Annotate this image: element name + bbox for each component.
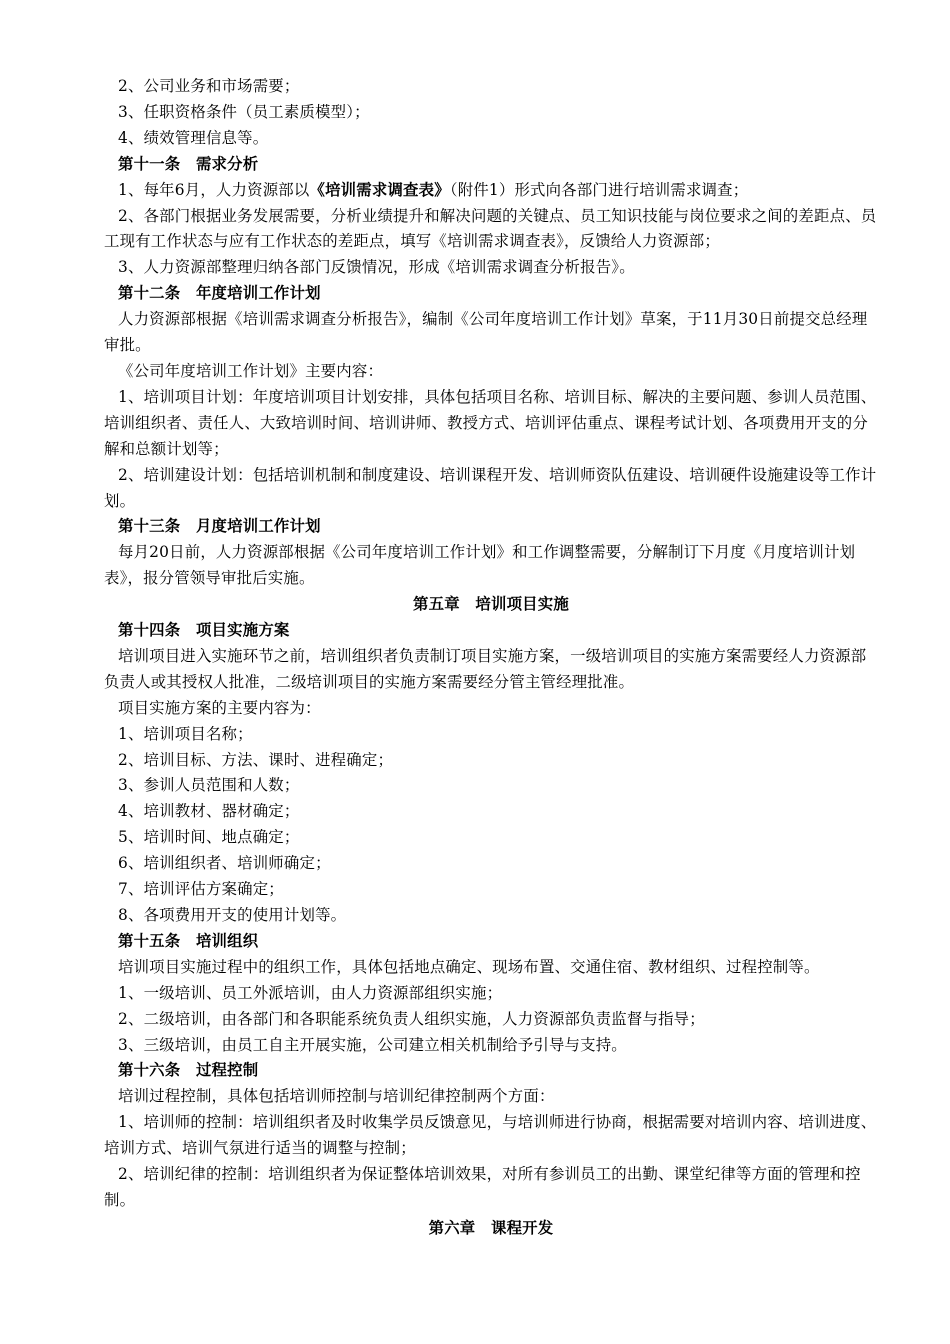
paragraph: 人力资源部根据《培训需求调查分析报告》，编制《公司年度培训工作计划》草案，于11月30日前提交总经理审批。 (104, 310, 868, 355)
list-item: 3、任职资格条件（员工素质模型）； (118, 102, 370, 121)
bold-form-title: 《培训需求调查表》 (309, 180, 450, 199)
paragraph: 项目实施方案的主要内容为： (118, 698, 321, 717)
chapter-heading-5: 第五章 培训项目实施 (413, 595, 569, 614)
chapter-heading-6: 第六章 课程开发 (428, 1218, 554, 1237)
list-item: 2、二级培训，由各部门和各职能系统负责人组织实施，人力资源部负责监督与指导； (118, 1009, 705, 1028)
list-item: 1、培训项目名称； (118, 724, 253, 743)
list-item: 1、一级培训、员工外派培训，由人力资源部组织实施； (118, 983, 503, 1002)
list-item: 3、三级培训，由员工自主开展实施，公司建立相关机制给予引导与支持。 (118, 1035, 627, 1054)
paragraph: 培训项目实施过程中的组织工作，具体包括地点确定、现场布置、交通住宿、教材组织、过程控制等。 (118, 957, 820, 976)
list-item: 4、绩效管理信息等。 (118, 128, 269, 147)
article-heading-14: 第十四条 项目实施方案 (118, 621, 290, 640)
paragraph (104, 178, 878, 204)
list-item: 3、参训人员范围和人数； (118, 776, 300, 795)
article-heading-11: 第十一条 需求分析 (118, 154, 259, 173)
article-heading-13: 第十三条 月度培训工作计划 (118, 517, 321, 536)
text-run: 1、每年6月，人力资源部以 (118, 180, 310, 199)
paragraph: 3、人力资源部整理归纳各部门反馈情况，形成《培训需求调查分析报告》。 (118, 258, 635, 277)
article-heading-12: 第十二条 年度培训工作计划 (118, 284, 321, 303)
text-run: （附件1）形式向各部门进行培训需求调查； (449, 180, 749, 199)
paragraph: 1、培训项目计划：年度培训项目计划安排，具体包括项目名称、培训目标、解决的主要问题、参训人员范围、培训组织者、责任人、大致培训时间、培训讲师、教授方式、培训评估重点、课程考试计划、各项费用开支的分解和总额计划等； (104, 387, 877, 458)
list-item: 4、培训教材、器材确定； (118, 802, 300, 821)
list-item: 5、培训时间、地点确定； (118, 828, 300, 847)
list-item: 7、培训评估方案确定； (118, 880, 284, 899)
list-item: 8、各项费用开支的使用计划等。 (118, 906, 347, 924)
article-heading-15: 第十五条 培训组织 (118, 931, 259, 950)
paragraph: 2、各部门根据业务发展需要，分析业绩提升和解决问题的关键点、员工知识技能与岗位要求之间的差距点、员工现有工作状态与应有工作状态的差距点，填写《培训需求调查表》，反馈给人力资源部； (104, 206, 877, 251)
paragraph: 《公司年度培训工作计划》主要内容： (118, 361, 384, 380)
paragraph: 每月20日前，人力资源部根据《公司年度培训工作计划》和工作调整需要，分解制订下月度《月度培训计划表》，报分管领导审批后实施。 (104, 543, 856, 588)
article-heading-16: 第十六条 过程控制 (118, 1061, 259, 1080)
paragraph: 2、培训纪律的控制：培训组织者为保证整体培训效果，对所有参训员工的出勤、课堂纪律等方面的管理和控制。 (104, 1165, 861, 1209)
paragraph: 2、培训建设计划：包括培训机制和制度建设、培训课程开发、培训师资队伍建设、培训硬件设施建设等工作计划。 (104, 465, 877, 510)
list-item: 2、公司业务和市场需要； (118, 77, 300, 95)
list-item: 2、培训目标、方法、课时、进程确定； (118, 750, 394, 769)
paragraph: 培训过程控制，具体包括培训师控制与培训纪律控制两个方面： (118, 1087, 555, 1106)
list-item: 6、培训组织者、培训师确定； (118, 854, 331, 873)
paragraph: 培训项目进入实施环节之前，培训组织者负责制订项目实施方案，一级培训项目的实施方案需要经人力资源部负责人或其授权人批准，二级培训项目的实施方案需要经分管主管经理批准。 (104, 646, 867, 691)
paragraph: 1、培训师的控制：培训组织者及时收集学员反馈意见，与培训师进行协商，根据需要对培训内容、培训进度、培训方式、培训气氛进行适当的调整与控制； (104, 1113, 877, 1158)
document-page (104, 74, 878, 1242)
